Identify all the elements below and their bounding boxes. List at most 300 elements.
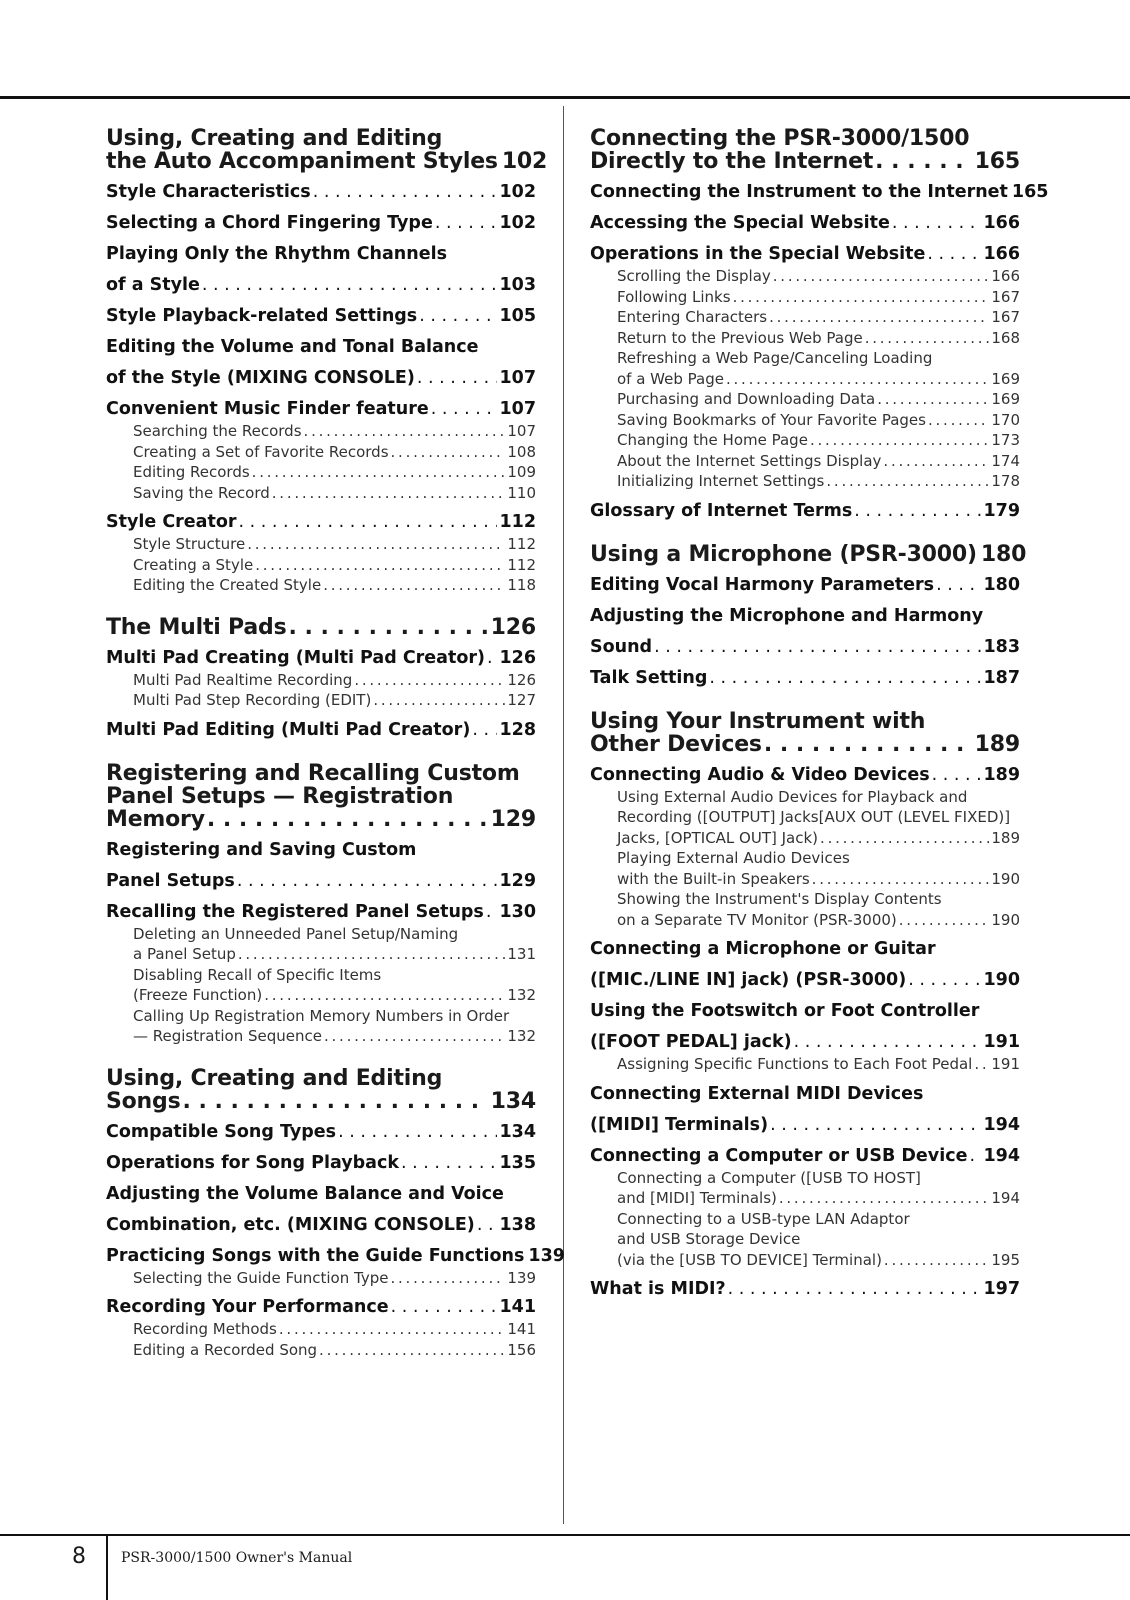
- toc-subentry[interactable]: [590, 451, 1020, 472]
- toc-subentry-text: Creating a Style: [133, 555, 254, 574]
- leader-dots: [288, 616, 488, 639]
- toc-entry-text: ([MIC./LINE IN] jack) (PSR-3000): [590, 970, 907, 990]
- toc-subentry-line: [590, 328, 1020, 349]
- toc-subentry[interactable]: [106, 1268, 536, 1289]
- toc-entry[interactable]: [106, 839, 536, 893]
- toc-entry-page: 194: [983, 1145, 1020, 1166]
- toc-entry-line: [590, 500, 1020, 523]
- toc-entry[interactable]: [590, 212, 1020, 235]
- leader-dots: [487, 647, 497, 670]
- footer-rule: [0, 1534, 1130, 1536]
- toc-subentry-text: Entering Characters: [617, 308, 768, 326]
- toc-subentry[interactable]: [106, 965, 536, 1006]
- section-heading-page: 102: [501, 149, 548, 174]
- toc-subentry-line: [106, 1319, 536, 1340]
- toc-subentry[interactable]: [106, 575, 536, 596]
- toc-subentry[interactable]: [590, 1168, 1020, 1209]
- toc-entry-text: ([FOOT PEDAL] jack): [590, 1032, 792, 1052]
- page-number: 8: [72, 1544, 86, 1569]
- toc-subentry-text: and USB Storage Device: [617, 1230, 801, 1248]
- toc-subentry-line: [106, 1340, 536, 1361]
- toc-section: [590, 710, 1020, 1302]
- toc-entry[interactable]: [106, 212, 536, 235]
- toc-subentry-line: [590, 307, 1020, 328]
- section-heading-line: [106, 808, 536, 831]
- toc-subentry[interactable]: [106, 442, 536, 463]
- toc-subentry-line: [590, 369, 1020, 390]
- toc-subentry-text: Deleting an Unneeded Panel Setup/Naming: [133, 924, 459, 943]
- toc-subentry-text: Multi Pad Realtime Recording: [133, 670, 353, 689]
- toc-entry[interactable]: [590, 1000, 1020, 1054]
- footer-divider: [106, 1534, 108, 1600]
- toc-subentry-line: [590, 848, 1020, 869]
- toc-subentry-page: 167: [991, 308, 1020, 326]
- toc-subentry-text: Searching the Records: [133, 422, 302, 440]
- toc-entry-line: [590, 764, 1020, 787]
- leader-dots: [419, 305, 497, 328]
- section-heading-line: [106, 149, 548, 174]
- leader-dots: [472, 719, 497, 742]
- toc-subentry-page: 169: [991, 390, 1020, 408]
- toc-subentry-page: 170: [991, 410, 1020, 429]
- toc-subentry-text: Multi Pad Step Recording (EDIT): [133, 691, 372, 709]
- toc-section: [106, 616, 536, 742]
- toc-subentry-text: Initializing Internet Settings: [617, 472, 825, 490]
- section-heading-page: 129: [490, 806, 536, 832]
- toc-subentry[interactable]: [590, 1209, 1020, 1271]
- toc-subentry-page: 118: [507, 576, 536, 594]
- toc-section: [590, 126, 1049, 523]
- toc-subentry-page: 156: [507, 1340, 536, 1359]
- toc-entry[interactable]: [590, 667, 1020, 690]
- toc-entry-page: 179: [983, 500, 1020, 521]
- section-heading-line: [106, 785, 536, 808]
- toc-subentry-page: 195: [991, 1250, 1020, 1269]
- toc-subentry-text: Following Links: [617, 287, 731, 306]
- toc-entry-text: Multi Pad Editing (Multi Pad Creator): [106, 719, 471, 740]
- toc-subentry-page: 112: [507, 555, 536, 574]
- toc-subentry-text: Playing External Audio Devices: [617, 849, 850, 867]
- leader-dots: [654, 636, 981, 659]
- toc-subentry[interactable]: [590, 787, 1020, 849]
- toc-subentry[interactable]: [590, 1054, 1020, 1075]
- toc-subentry-line: [590, 1209, 1020, 1230]
- leader-dots: [826, 471, 989, 492]
- leader-dots: [390, 1268, 505, 1289]
- toc-entry[interactable]: [106, 719, 536, 742]
- toc-entry-text: Style Creator: [106, 512, 237, 532]
- toc-subentry-line: [590, 807, 1020, 828]
- toc-subentry-line: [106, 690, 536, 711]
- toc-subentry-line: [106, 924, 536, 945]
- leader-dots: [401, 1152, 497, 1175]
- toc-entry-text: Style Characteristics: [106, 182, 311, 202]
- toc-entry-line: [590, 605, 1020, 628]
- toc-entry[interactable]: [106, 647, 536, 670]
- toc-subentry-text: on a Separate TV Monitor (PSR-3000): [617, 910, 897, 929]
- toc-subentry-text: Assigning Specific Functions to Each Foot Pedal: [617, 1055, 973, 1073]
- section-heading-text: Using a Microphone (PSR-3000): [590, 541, 977, 567]
- leader-dots: [252, 462, 506, 483]
- toc-entry[interactable]: [106, 305, 536, 328]
- toc-entry-line: [106, 274, 536, 297]
- leader-dots: [255, 555, 505, 576]
- toc-subentry[interactable]: [106, 534, 536, 555]
- leader-dots: [969, 1145, 981, 1168]
- toc-entry-page: 183: [983, 636, 1020, 657]
- toc-subentry-text: with the Built-in Speakers: [617, 869, 810, 888]
- toc-entry-line: [590, 1000, 1020, 1023]
- toc-entry-page: 166: [983, 244, 1020, 264]
- toc-entry-line: [106, 367, 536, 390]
- leader-dots: [431, 398, 498, 421]
- toc-subentry-line: [590, 910, 1020, 931]
- leader-dots: [779, 1188, 990, 1209]
- toc-subentry-line: [106, 555, 536, 576]
- toc-subentry-line: [106, 1006, 536, 1027]
- toc-subentry-page: 169: [991, 369, 1020, 388]
- toc-subentry[interactable]: [106, 421, 536, 442]
- toc-section: [106, 1065, 565, 1361]
- toc-subentry-text: Calling Up Registration Memory Numbers in Order: [133, 1006, 510, 1025]
- toc-entry[interactable]: [106, 901, 536, 924]
- toc-subentry[interactable]: [590, 307, 1020, 328]
- leader-dots: [324, 1026, 505, 1047]
- section-heading-line: [590, 710, 1020, 733]
- toc-entry-page: 165: [1011, 182, 1049, 202]
- toc-subentry-page: 168: [991, 328, 1020, 347]
- leader-dots: [486, 901, 498, 924]
- leader-dots: [927, 243, 981, 266]
- toc-subentry[interactable]: [106, 924, 536, 965]
- toc-subentry-line: [106, 1026, 536, 1047]
- toc-entry-text: Style Playback-related Settings: [106, 306, 418, 326]
- leader-dots: [279, 1319, 505, 1340]
- toc-entry-page: 191: [983, 1032, 1020, 1052]
- toc-entry-page: 102: [499, 213, 536, 233]
- toc-subentry-page: 108: [507, 442, 536, 461]
- toc-entry-page: 107: [499, 368, 536, 388]
- leader-dots: [974, 1054, 989, 1075]
- toc-subentry-text: Connecting to a USB-type LAN Adaptor: [617, 1209, 910, 1228]
- toc-entry-line: [590, 243, 1020, 266]
- section-heading-line: [590, 541, 1027, 567]
- leader-dots: [810, 430, 989, 451]
- toc-entry[interactable]: [590, 1083, 1020, 1137]
- toc-subentry-text: (via the [USB TO DEVICE] Terminal): [617, 1250, 882, 1269]
- toc-subentry-text: Purchasing and Downloading Data: [617, 390, 876, 408]
- section-heading-text: Connecting the PSR-3000/1500: [590, 126, 970, 151]
- toc-entry[interactable]: [106, 336, 536, 390]
- manual-title: PSR-3000/1500 Owner's Manual: [121, 1550, 353, 1566]
- toc-entry-line: [590, 1083, 1020, 1106]
- toc-subentry-text: a Panel Setup: [133, 945, 236, 963]
- toc-subentry-text: and [MIDI] Terminals): [617, 1189, 777, 1207]
- toc-subentry-text: Editing the Created Style: [133, 576, 322, 594]
- toc-subentry-page: 127: [507, 691, 536, 709]
- leader-dots: [892, 212, 982, 235]
- leader-dots: [728, 1278, 982, 1301]
- toc-subentry-page: 166: [991, 267, 1020, 285]
- toc-entry-text: Talk Setting: [590, 667, 708, 688]
- toc-entry[interactable]: [106, 1121, 536, 1144]
- leader-dots: [820, 828, 989, 849]
- toc-entry[interactable]: [590, 181, 1049, 204]
- toc-entry-page: 166: [983, 213, 1020, 233]
- toc-subentry-line: [590, 1054, 1020, 1075]
- toc-entry[interactable]: [590, 605, 1020, 659]
- toc-entry-text: Connecting the Instrument to the Internet: [590, 182, 1008, 202]
- toc-entry-text: Editing Vocal Harmony Parameters: [590, 574, 935, 595]
- toc-entry-text: Practicing Songs with the Guide Functions: [106, 1245, 525, 1266]
- toc-subentry[interactable]: [590, 471, 1020, 492]
- leader-dots: [908, 969, 981, 992]
- leader-dots: [354, 670, 505, 691]
- toc-entry-page: 141: [499, 1297, 536, 1317]
- toc-entry-text: Multi Pad Creating (Multi Pad Creator): [106, 647, 485, 668]
- toc-subentry-line: [590, 471, 1020, 492]
- toc-subentry-line: [590, 430, 1020, 451]
- leader-dots: [936, 574, 981, 597]
- toc-entry[interactable]: [590, 938, 1020, 992]
- toc-subentry-text: Saving the Record: [133, 483, 270, 502]
- toc-subentry[interactable]: [590, 430, 1020, 451]
- leader-dots: [865, 328, 990, 349]
- toc-entry-line: [106, 243, 536, 266]
- toc-entry-page: 102: [499, 182, 536, 202]
- toc-entry-page: 128: [499, 719, 536, 740]
- toc-entry[interactable]: [106, 243, 536, 297]
- section-heading-text: Panel Setups — Registration: [106, 783, 454, 809]
- toc-subentry[interactable]: [106, 1006, 536, 1047]
- toc-subentry-text: Creating a Set of Favorite Records: [133, 442, 389, 461]
- toc-entry-text: Convenient Music Finder feature: [106, 399, 429, 419]
- leader-dots: [264, 985, 505, 1006]
- toc-entry[interactable]: [106, 398, 536, 421]
- toc-entry[interactable]: [106, 181, 536, 204]
- toc-entry-line: [106, 719, 536, 742]
- toc-entry-line: [106, 1121, 536, 1144]
- toc-entry[interactable]: [106, 511, 536, 534]
- toc-subentry[interactable]: [590, 287, 1020, 308]
- toc-subentry-text: Editing a Recorded Song: [133, 1340, 318, 1359]
- leader-dots: [812, 869, 990, 890]
- toc-subentry-page: 191: [991, 1055, 1020, 1073]
- toc-entry-page: 112: [499, 512, 536, 532]
- toc-entry-text: Combination, etc. (MIXING CONSOLE): [106, 1214, 475, 1235]
- toc-entry-page: 189: [983, 764, 1020, 785]
- toc-entry-line: [590, 667, 1020, 690]
- leader-dots: [709, 667, 981, 690]
- section-heading-page: 189: [974, 731, 1020, 757]
- toc-subentry-line: [106, 483, 536, 504]
- toc-entry[interactable]: [106, 1296, 536, 1319]
- toc-entry-page: 194: [983, 1114, 1020, 1135]
- toc-subentry-text: Selecting the Guide Function Type: [133, 1268, 389, 1287]
- leader-dots: [884, 1250, 989, 1271]
- leader-dots: [764, 733, 973, 756]
- toc-subentry-text: Showing the Instrument's Display Contents: [617, 890, 942, 908]
- toc-entry-line: [106, 336, 536, 359]
- toc-entry-text: ([MIDI] Terminals): [590, 1114, 769, 1135]
- toc-subentry[interactable]: [590, 328, 1020, 349]
- toc-entry-text: Recording Your Performance: [106, 1297, 389, 1317]
- toc-subentry[interactable]: [106, 483, 536, 504]
- toc-subentry[interactable]: [106, 555, 536, 576]
- toc-subentry-line: [590, 787, 1020, 808]
- toc-subentry-line: [590, 451, 1020, 472]
- toc-subentry-page: 107: [507, 422, 536, 440]
- toc-subentry-page: 178: [991, 472, 1020, 490]
- toc-entry-line: [106, 511, 536, 534]
- toc-subentry[interactable]: [590, 266, 1020, 287]
- toc-entry-line: [590, 1031, 1020, 1054]
- toc-entry[interactable]: [590, 1145, 1020, 1168]
- toc-subentry-line: [590, 266, 1020, 287]
- toc-subentry-line: [590, 1188, 1020, 1209]
- toc-entry-line: [106, 212, 536, 235]
- section-heading-text: Using, Creating and Editing: [106, 1065, 443, 1091]
- toc-subentry[interactable]: [106, 1340, 536, 1361]
- toc-entry[interactable]: [106, 1245, 565, 1268]
- toc-entry-line: [590, 969, 1020, 992]
- toc-subentry-page: 190: [991, 910, 1020, 929]
- leader-dots: [319, 1340, 505, 1361]
- toc-subentry-text: Recording Methods: [133, 1320, 277, 1338]
- leader-dots: [323, 575, 505, 596]
- toc-subentry[interactable]: [590, 848, 1020, 889]
- toc-entry-text: Connecting a Computer or USB Device: [590, 1145, 968, 1166]
- toc-entry-line: [106, 181, 536, 204]
- toc-entry[interactable]: [106, 1152, 536, 1175]
- toc-entry[interactable]: [590, 500, 1020, 523]
- leader-dots: [733, 287, 990, 308]
- toc-entry-line: [106, 1214, 536, 1237]
- toc-entry[interactable]: [590, 764, 1020, 787]
- section-heading-line: [590, 127, 1020, 150]
- section-heading-page: 180: [980, 541, 1027, 567]
- leader-dots: [272, 483, 506, 504]
- toc-section: [106, 126, 548, 596]
- leader-dots: [202, 274, 498, 297]
- toc-subentry-text: Scrolling the Display: [617, 267, 771, 285]
- section-heading-line: [106, 1090, 536, 1113]
- toc-entry-text: What is MIDI?: [590, 1279, 726, 1299]
- toc-entry-line: [106, 839, 536, 862]
- toc-entry-text: Adjusting the Microphone and Harmony: [590, 605, 984, 626]
- toc-subentry-text: Saving Bookmarks of Your Favorite Pages: [617, 410, 926, 429]
- section-heading-text: Memory: [106, 806, 205, 832]
- toc-entry-page: 134: [499, 1121, 536, 1142]
- toc-entry-line: [590, 1278, 1020, 1301]
- toc-subentry-line: [590, 389, 1020, 410]
- toc-subentry-text: Using External Audio Devices for Playback and: [617, 787, 968, 806]
- section-heading-line: [106, 762, 536, 785]
- column-divider: [563, 106, 564, 1524]
- leader-dots: [338, 1121, 497, 1144]
- toc-subentry-text: — Registration Sequence: [133, 1027, 322, 1045]
- toc-entry-text: Connecting a Microphone or Guitar: [590, 939, 936, 959]
- toc-entry-page: 190: [983, 970, 1020, 990]
- toc-section: [590, 541, 1027, 690]
- toc-entry-line: [106, 901, 536, 924]
- section-heading-page: 126: [490, 614, 536, 640]
- toc-subentry-page: 110: [507, 483, 536, 502]
- section-heading-line: [106, 1067, 536, 1090]
- leader-dots: [238, 944, 506, 965]
- toc-entry-text: of the Style (MIXING CONSOLE): [106, 368, 415, 388]
- toc-subentry[interactable]: [590, 348, 1020, 389]
- toc-entry-text: Playing Only the Rhythm Channels: [106, 244, 448, 264]
- toc-subentry-page: 167: [991, 287, 1020, 306]
- toc-subentry[interactable]: [106, 670, 536, 691]
- toc-subentry-page: 112: [507, 535, 536, 553]
- toc-entry-text: Panel Setups: [106, 870, 235, 891]
- toc-subentry[interactable]: [106, 462, 536, 483]
- toc-subentry[interactable]: [590, 389, 1020, 410]
- toc-entry[interactable]: [590, 1278, 1020, 1301]
- toc-entry-line: [590, 1145, 1020, 1168]
- toc-entry-line: [106, 1152, 536, 1175]
- leader-dots: [182, 1090, 488, 1113]
- toc-subentry-text: Style Structure: [133, 535, 246, 553]
- toc-entry-text: Sound: [590, 636, 653, 657]
- toc-entry-line: [590, 938, 1020, 961]
- toc-subentry[interactable]: [106, 690, 536, 711]
- toc-entry-text: Connecting Audio & Video Devices: [590, 764, 930, 785]
- toc-subentry-line: [590, 828, 1020, 849]
- toc-entry[interactable]: [590, 574, 1020, 597]
- toc-subentry-line: [590, 1229, 1020, 1250]
- toc-subentry-text: Connecting a Computer ([USB TO HOST]: [617, 1168, 921, 1187]
- toc-subentry-page: 141: [507, 1320, 536, 1338]
- toc-entry-line: [590, 212, 1020, 235]
- section-heading-text: the Auto Accompaniment Styles: [106, 149, 498, 174]
- toc-subentry-line: [590, 869, 1020, 890]
- toc-entry-page: 129: [499, 870, 536, 891]
- leader-dots: [435, 212, 498, 235]
- section-heading-text: Using Your Instrument with: [590, 708, 926, 734]
- leader-dots: [899, 910, 990, 931]
- toc-subentry[interactable]: [106, 1319, 536, 1340]
- toc-entry[interactable]: [590, 243, 1020, 266]
- toc-subentry-page: 139: [507, 1268, 536, 1287]
- section-heading-text: Songs: [106, 1088, 181, 1114]
- toc-subentry-line: [106, 421, 536, 442]
- toc-subentry-text: Recording ([OUTPUT] Jacks[AUX OUT (LEVEL FIXED)]: [617, 808, 1011, 826]
- toc-entry-text: Recalling the Registered Panel Setups: [106, 901, 484, 922]
- toc-entry-text: Adjusting the Volume Balance and Voice: [106, 1183, 504, 1204]
- toc-entry-page: 103: [499, 275, 536, 295]
- toc-subentry-page: 190: [991, 869, 1020, 888]
- toc-subentry-line: [590, 1250, 1020, 1271]
- toc-subentry-text: About the Internet Settings Display: [617, 451, 882, 470]
- toc-entry-text: of a Style: [106, 275, 200, 295]
- toc-entry-text: Accessing the Special Website: [590, 213, 890, 233]
- toc-subentry[interactable]: [590, 889, 1020, 930]
- leader-dots: [875, 150, 973, 173]
- toc-left-column: [106, 126, 565, 1380]
- toc-subentry-line: [106, 575, 536, 596]
- toc-subentry-line: [590, 889, 1020, 910]
- section-heading-line: [106, 127, 536, 150]
- toc-subentry-text: Return to the Previous Web Page: [617, 328, 863, 347]
- toc-entry[interactable]: [106, 1183, 536, 1237]
- toc-subentry-page: 131: [507, 945, 536, 963]
- toc-subentry-line: [106, 944, 536, 965]
- toc-subentry[interactable]: [590, 410, 1020, 431]
- leader-dots: [247, 534, 505, 555]
